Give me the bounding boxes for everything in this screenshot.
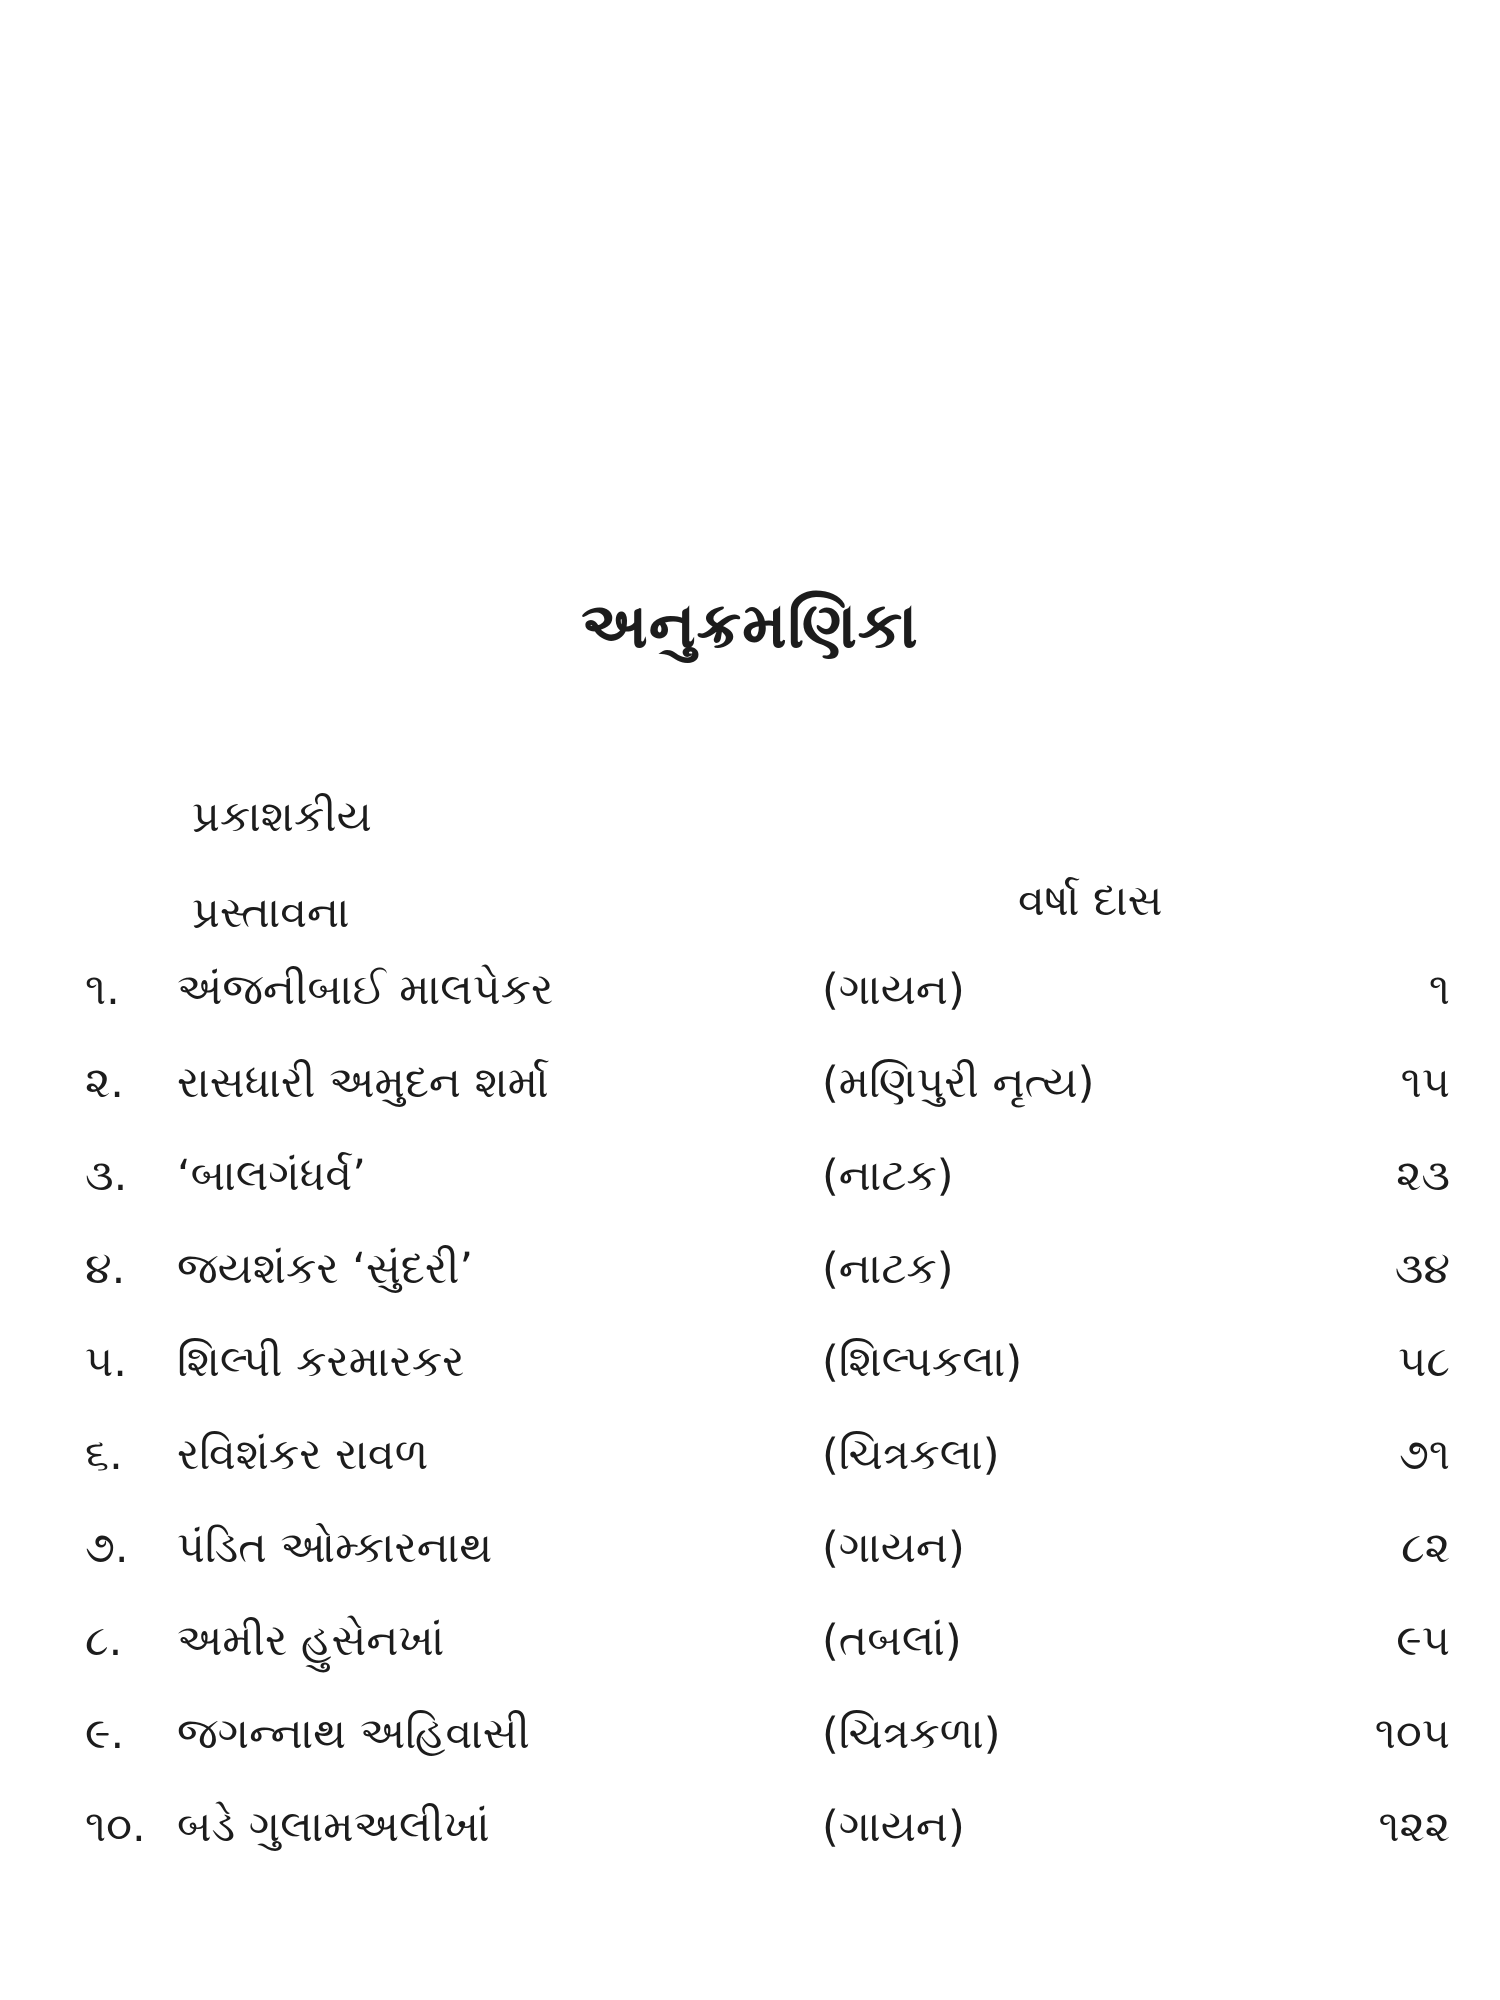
toc-entry-category: (મણિપુરી નૃત્ય) — [822, 1058, 1095, 1108]
toc-list — [0, 944, 1500, 1874]
toc-entry-number: ૭. — [85, 1523, 129, 1573]
toc-entry-page: ૧૨૨ — [1378, 1802, 1450, 1852]
toc-entry-page: ૮૨ — [1401, 1523, 1450, 1573]
toc-entry-page: ૯૫ — [1396, 1616, 1450, 1666]
toc-entry-name: રાસધારી અમુદન શર્મા — [177, 1058, 549, 1108]
toc-entry-page: ૨૩ — [1396, 1151, 1450, 1201]
toc-entry-page: ૧૫ — [1400, 1058, 1450, 1108]
toc-row — [0, 1688, 1500, 1781]
toc-entry-category: (ગાયન) — [822, 1523, 965, 1573]
toc-entry-number: ૧૦. — [85, 1802, 146, 1852]
toc-entry-category: (ગાયન) — [822, 965, 965, 1015]
toc-row — [0, 1316, 1500, 1409]
toc-entry-page: ૫૮ — [1398, 1337, 1450, 1387]
toc-row — [0, 1502, 1500, 1595]
toc-entry-number: ૪. — [85, 1244, 126, 1294]
toc-entry-name: અંજનીબાઈ માલપેકર — [177, 965, 554, 1015]
toc-row — [0, 1223, 1500, 1316]
toc-entry-number: ૩. — [85, 1151, 128, 1201]
page-title: અનુક્રમણિકા — [581, 589, 919, 662]
toc-entry-category: (શિલ્પકલા) — [822, 1337, 1023, 1387]
toc-entry-name: બડે ગુલામઅલીખાં — [177, 1802, 490, 1852]
toc-entry-name: જગન્નાથ અહિવાસી — [177, 1709, 530, 1759]
toc-entry-number: ૨. — [85, 1058, 124, 1108]
toc-entry-number: ૮. — [85, 1616, 123, 1666]
front-matter-preface: પ્રસ્તાવના — [192, 888, 350, 938]
toc-entry-page: ૧ — [1428, 965, 1450, 1015]
toc-entry-category: (ગાયન) — [822, 1802, 965, 1852]
toc-row — [0, 1409, 1500, 1502]
toc-entry-category: (નાટક) — [822, 1244, 954, 1294]
front-matter-publisher-note: પ્રકાશકીય — [192, 792, 372, 842]
toc-row — [0, 1037, 1500, 1130]
toc-row — [0, 1595, 1500, 1688]
toc-entry-number: ૫. — [85, 1337, 127, 1387]
toc-entry-number: ૬. — [85, 1430, 123, 1480]
toc-entry-category: (ચિત્રકલા) — [822, 1430, 1000, 1480]
toc-entry-page: ૩૪ — [1394, 1244, 1450, 1294]
toc-entry-category: (નાટક) — [822, 1151, 954, 1201]
toc-entry-name: ‘બાલગંધર્વ’ — [177, 1151, 366, 1201]
toc-row — [0, 1130, 1500, 1223]
toc-row — [0, 1781, 1500, 1874]
toc-entry-name: જયશંકર ‘સુંદરી’ — [177, 1244, 474, 1294]
toc-entry-category: (તબલાં) — [822, 1616, 962, 1666]
front-matter-preface-author: વર્ષા દાસ — [1018, 876, 1163, 926]
toc-entry-name: શિલ્પી કરમારકર — [177, 1337, 465, 1387]
toc-entry-number: ૯. — [85, 1709, 125, 1759]
toc-entry-category: (ચિત્રકળા) — [822, 1709, 1001, 1759]
toc-entry-name: અમીર હુસેનખાં — [177, 1616, 445, 1666]
toc-row — [0, 944, 1500, 1037]
toc-entry-number: ૧. — [85, 965, 120, 1015]
toc-entry-page: ૧૦૫ — [1374, 1709, 1450, 1759]
toc-entry-name: પંડિત ઓમ્કારનાથ — [177, 1523, 493, 1573]
toc-entry-page: ૭૧ — [1399, 1430, 1450, 1480]
toc-entry-name: રવિશંકર રાવળ — [177, 1430, 429, 1480]
